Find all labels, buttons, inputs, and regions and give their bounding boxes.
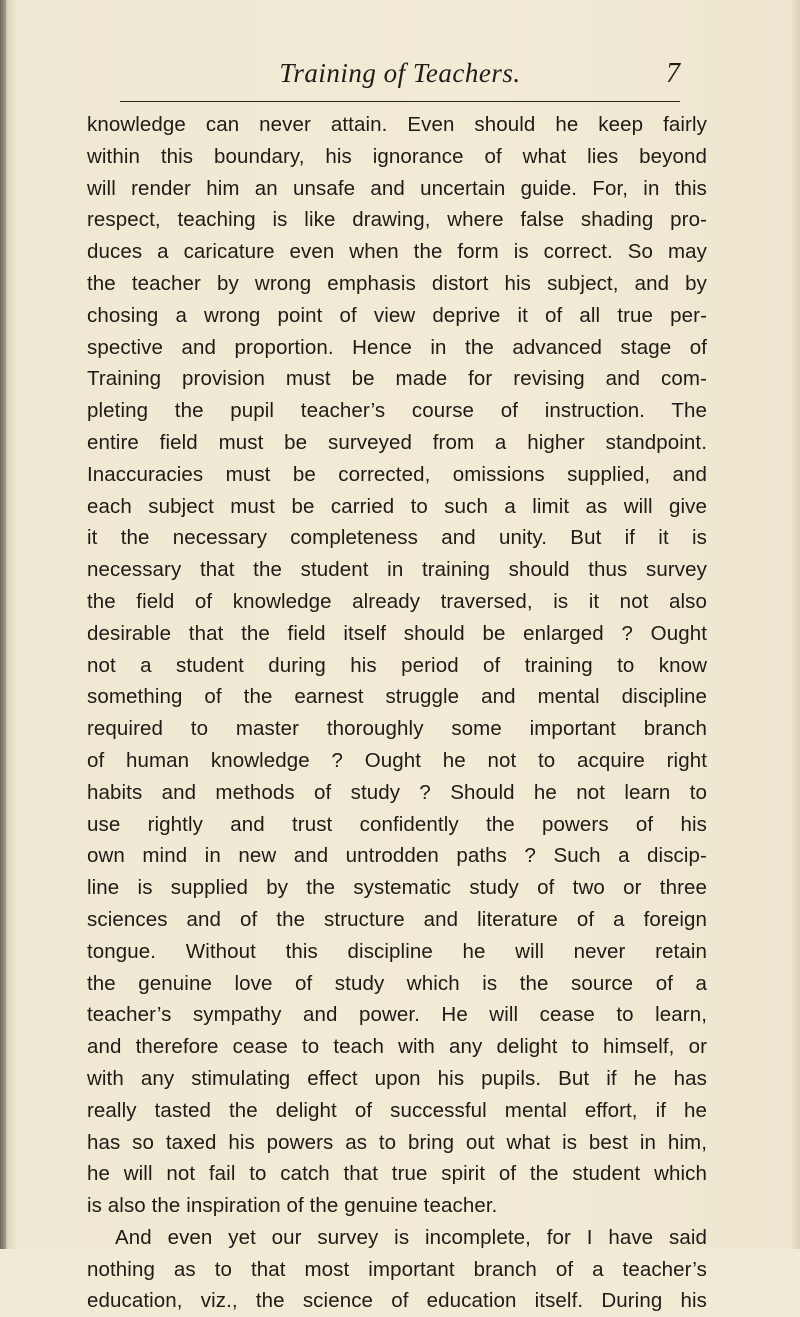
text-line: use rightly and trust confidently the powers of his xyxy=(87,812,707,836)
body-text xyxy=(87,109,707,1317)
text-line: spective and proportion. Hence in the advanced stage of xyxy=(87,335,707,359)
text-line: within this boundary, his ignorance of what lies beyond xyxy=(87,144,707,168)
paragraph-start-line: And even yet our survey is incomplete, for I have said xyxy=(115,1225,707,1249)
text-line: line is supplied by the systematic study of two or three xyxy=(87,876,707,900)
text-line: required to master thoroughly some important branch xyxy=(87,717,707,741)
running-head xyxy=(120,58,680,98)
text-line: respect, teaching is like drawing, where false shading pro- xyxy=(87,208,707,232)
text-line: each subject must be carried to such a limit as will give xyxy=(87,494,707,518)
text-line: Inaccuracies must be corrected, omissions supplied, and xyxy=(87,462,707,486)
text-line: own mind in new and untrodden paths ? Such a discip- xyxy=(87,844,707,868)
text-line: necessary that the student in training should thus survey xyxy=(87,558,707,582)
text-line: habits and methods of study ? Should he not learn to xyxy=(87,780,707,804)
text-line: Training provision must be made for revising and com- xyxy=(87,367,707,391)
text-line: nothing as to that most important branch of a teacher’s xyxy=(87,1257,707,1281)
text-line: has so taxed his powers as to bring out what is best in him, xyxy=(87,1130,707,1154)
text-line: chosing a wrong point of view deprive it of all true per- xyxy=(87,303,707,327)
text-line: knowledge can never attain. Even should he keep fairly xyxy=(87,113,707,136)
page-gutter-shadow xyxy=(0,0,6,1249)
text-line: duces a caricature even when the form is correct. So may xyxy=(87,240,707,264)
page-edge-shadow xyxy=(790,0,800,1249)
text-line: entire field must be surveyed from a higher standpoint. xyxy=(87,430,707,454)
text-line: with any stimulating effect upon his pupils. But if he has xyxy=(87,1066,707,1090)
running-title: Training of Teachers. xyxy=(279,58,521,88)
text-line: the field of knowledge already traversed, is it not also xyxy=(87,589,707,613)
text-line: teacher’s sympathy and power. He will cease to learn, xyxy=(87,1003,707,1027)
text-line: sciences and of the structure and literature of a foreign xyxy=(87,907,707,931)
text-line: he will not fail to catch that true spirit of the student which xyxy=(87,1162,707,1186)
text-line: of human knowledge ? Ought he not to acquire right xyxy=(87,748,707,772)
text-line: desirable that the field itself should be enlarged ? Ought xyxy=(87,621,707,645)
text-line: not a student during his period of training to know xyxy=(87,653,707,677)
text-line: education, viz., the science of education itself. During his xyxy=(87,1289,707,1313)
text-line: pleting the pupil teacher’s course of instruction. The xyxy=(87,399,707,423)
text-line: something of the earnest struggle and mental discipline xyxy=(87,685,707,709)
text-line: will render him an unsafe and uncertain guide. For, in this xyxy=(87,176,707,200)
text-line: tongue. Without this discipline he will never retain xyxy=(87,939,707,963)
header-rule xyxy=(120,101,680,102)
text-line: it the necessary completeness and unity. But if it is xyxy=(87,526,707,550)
text-line: the teacher by wrong emphasis distort his subject, and by xyxy=(87,271,707,295)
text-line: the genuine love of study which is the source of a xyxy=(87,971,707,995)
paragraph-end-line: is also the inspiration of the genuine teacher. xyxy=(87,1194,498,1218)
text-line: really tasted the delight of successful mental effort, if he xyxy=(87,1098,707,1122)
text-line: and therefore cease to teach with any delight to himself, or xyxy=(87,1035,707,1059)
page-number: 7 xyxy=(666,58,680,89)
